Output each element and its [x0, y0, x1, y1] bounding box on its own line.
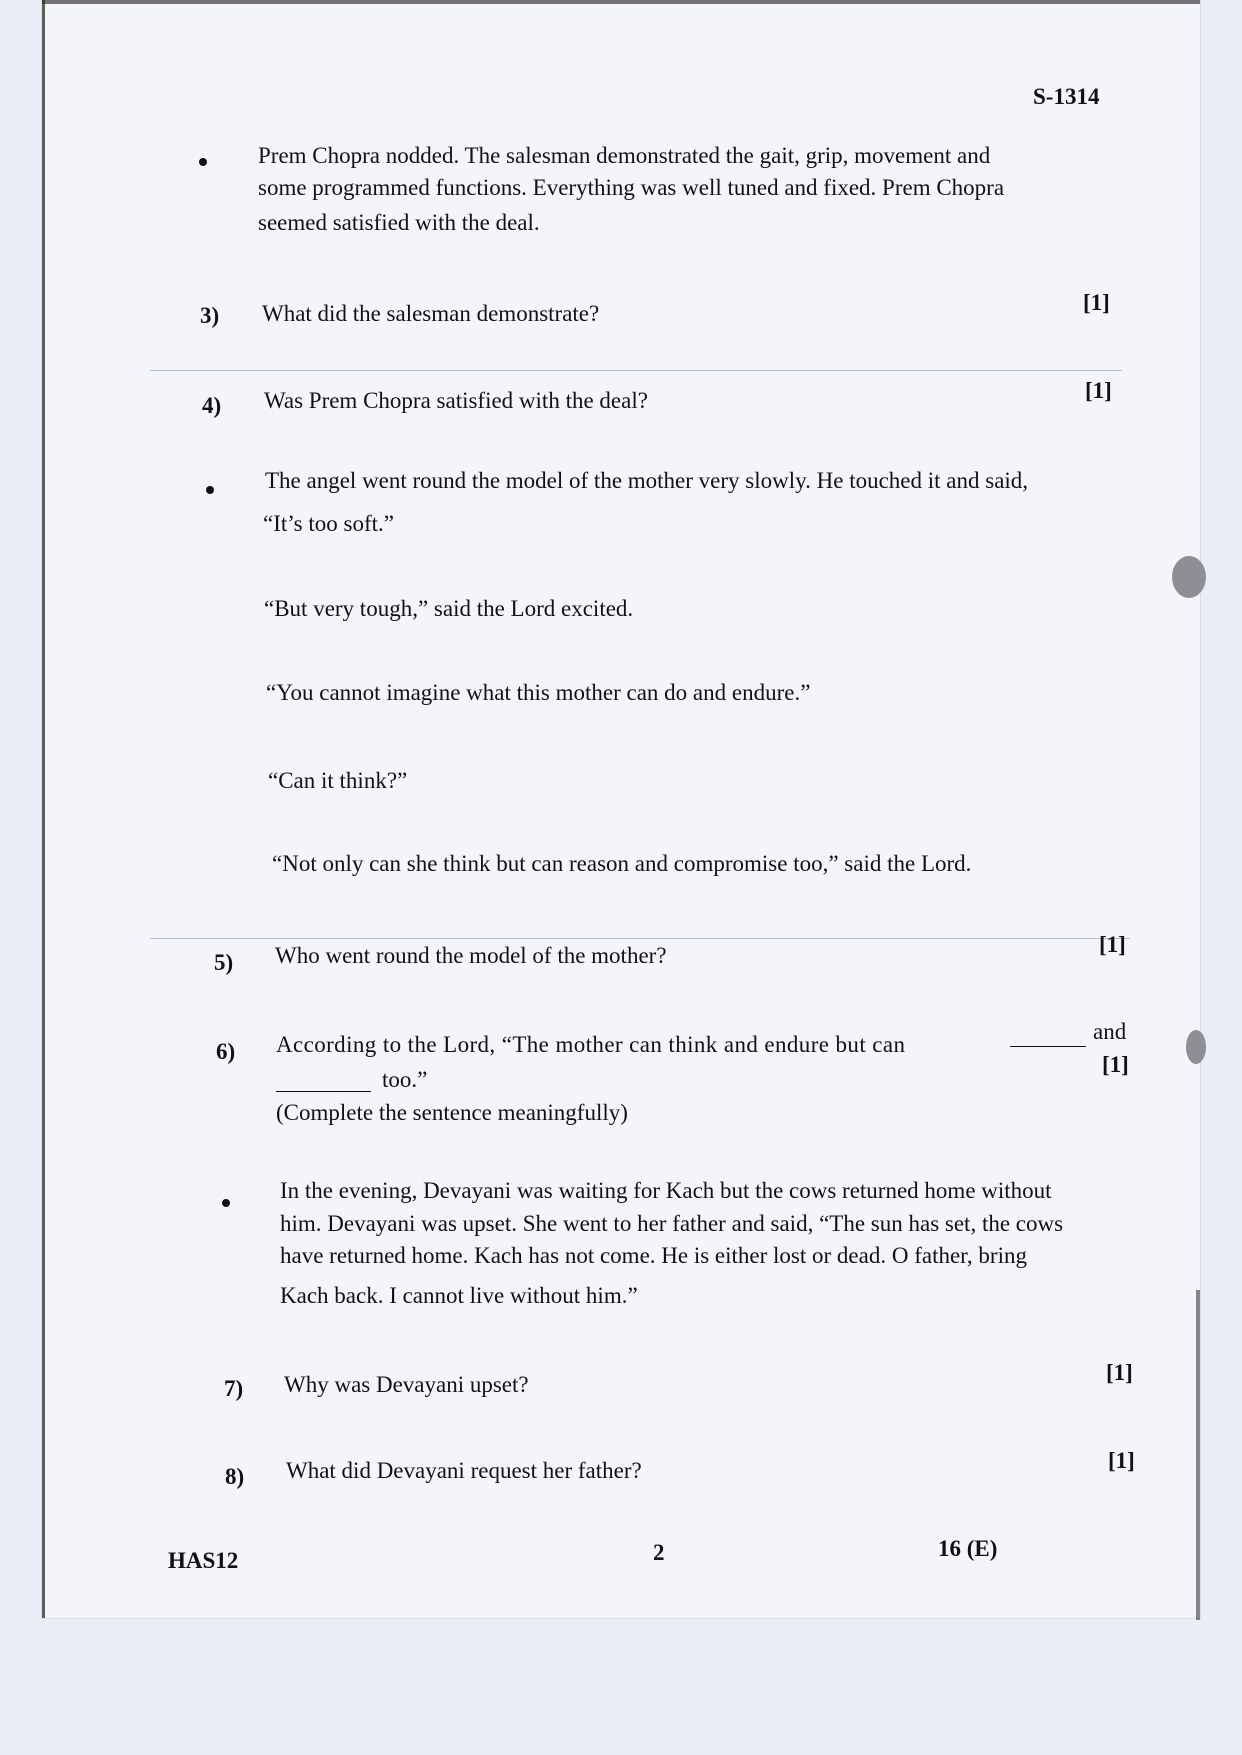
answer-blank[interactable] — [276, 1091, 371, 1092]
question-text: What did the salesman demonstrate? — [262, 301, 600, 326]
passage-1-line: seemed satisfied with the deal. — [258, 210, 540, 235]
question-text: Who went round the model of the mother? — [275, 943, 667, 968]
question-marks: [1] — [1102, 1052, 1129, 1077]
passage-2-line: “Not only can she think but can reason and compromise too,” said the Lord. — [272, 851, 972, 876]
question-number: 6) — [216, 1039, 236, 1064]
question-text: Why was Devayani upset? — [284, 1372, 529, 1397]
question-number: 5) — [214, 950, 234, 975]
question-text: too.” — [382, 1067, 428, 1092]
question-text: According to the Lord, “The mother can think and endure but can — [276, 1032, 906, 1057]
passage-3-line: Kach back. I cannot live without him.” — [280, 1283, 638, 1308]
question-text: What did Devayani request her father? — [286, 1458, 642, 1483]
footer-code: HAS12 — [168, 1548, 239, 1573]
question-number: 8) — [225, 1464, 245, 1489]
horizontal-rule — [150, 938, 1130, 939]
question-number: 7) — [224, 1376, 244, 1401]
question-marks: [1] — [1083, 290, 1110, 315]
paper-code: S-1314 — [1033, 84, 1100, 109]
passage-3-line: have returned home. Kach has not come. He is either lost or dead. O father, bring — [280, 1243, 1027, 1268]
bullet-icon — [206, 486, 214, 494]
bullet-icon — [199, 158, 207, 166]
paper-edge-right — [1196, 1290, 1200, 1620]
passage-2-line: “You cannot imagine what this mother can do and endure.” — [266, 680, 811, 705]
paper-sheet — [42, 0, 1200, 1618]
bullet-icon — [222, 1199, 230, 1207]
passage-1-line: some programmed functions. Everything was well tuned and fixed. Prem Chopra — [258, 175, 1005, 200]
paper-edge-top — [42, 0, 1200, 4]
passage-3-line: him. Devayani was upset. She went to her father and said, “The sun has set, the cows — [280, 1211, 1064, 1236]
question-marks: [1] — [1085, 378, 1112, 403]
punch-hole — [1186, 1030, 1206, 1064]
passage-2-line: The angel went round the model of the mother very slowly. He touched it and said, — [265, 468, 1029, 493]
passage-2-line: “Can it think?” — [268, 768, 408, 793]
answer-blank[interactable] — [1010, 1046, 1086, 1047]
passage-1-line: Prem Chopra nodded. The salesman demonstrated the gait, grip, movement and — [258, 143, 991, 168]
question-marks: [1] — [1099, 932, 1126, 957]
question-text-and: and — [1093, 1019, 1127, 1044]
passage-2-line: “It’s too soft.” — [263, 511, 394, 536]
punch-hole — [1172, 556, 1206, 598]
paper-version: 16 (E) — [938, 1536, 998, 1561]
question-instruction: (Complete the sentence meaningfully) — [276, 1100, 628, 1125]
question-number: 4) — [202, 393, 222, 418]
question-text: Was Prem Chopra satisfied with the deal? — [264, 388, 648, 413]
question-marks: [1] — [1108, 1448, 1135, 1473]
question-number: 3) — [200, 303, 220, 328]
page-number: 2 — [653, 1540, 665, 1565]
question-marks: [1] — [1106, 1360, 1133, 1385]
paper-edge-left — [42, 0, 45, 1618]
horizontal-rule — [150, 370, 1122, 371]
passage-2-line: “But very tough,” said the Lord excited. — [264, 596, 634, 621]
passage-3-line: In the evening, Devayani was waiting for Kach but the cows returned home without — [280, 1178, 1052, 1203]
